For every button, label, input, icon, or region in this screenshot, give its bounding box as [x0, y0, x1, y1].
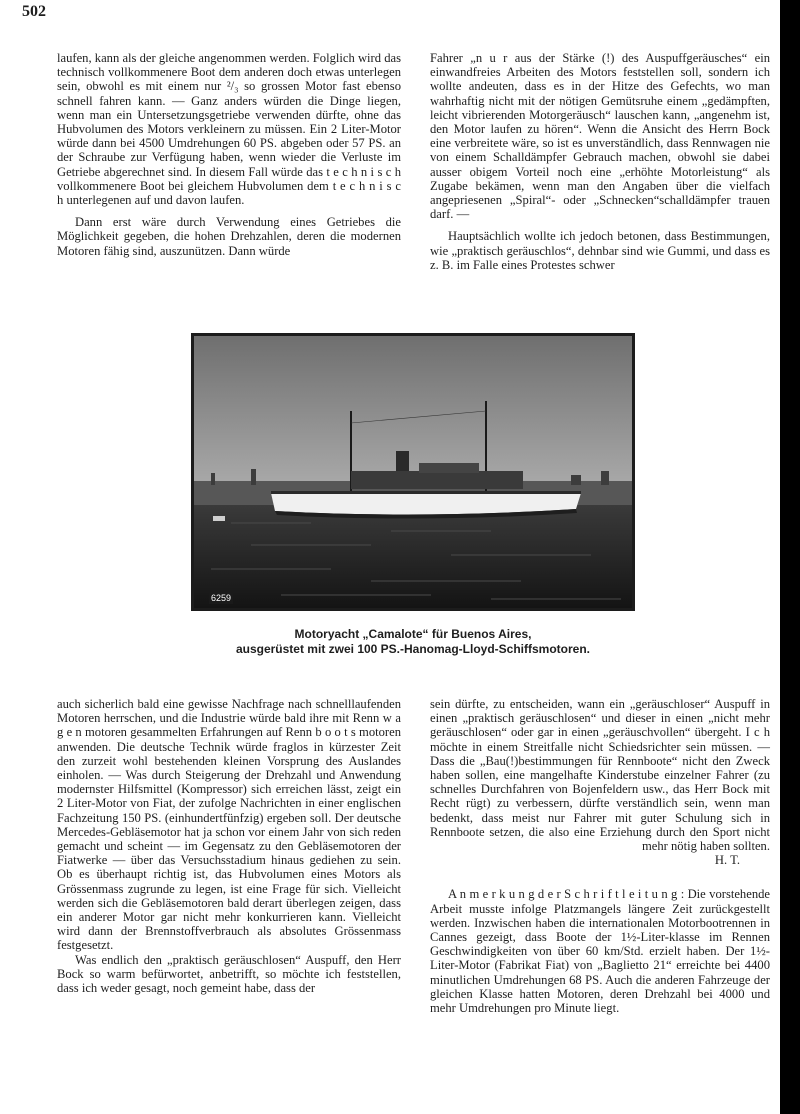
photo-plate-number: 6259 — [211, 593, 232, 603]
paragraph: Dann erst wäre durch Verwendung eines Getriebes die Möglichkeit gegeben, die hohen Drehzahlen, deren die modernen Motoren fähig sind, auszunützen. Dann würde — [57, 215, 401, 258]
paragraph: laufen, kann als der gleiche angenommen werden. Folglich wird das technisch vollkommenere Boot dem anderen doch etwas unterlegen sein, obwohl es mit einem nur ²/₃ so grossen Motor fast ebenso schnell fahren kann. — Ganz anders würden die Dinge liegen, wenn man ein Untersetzungsgetriebe verwenden dürfte, ohne das Hubvolumen des Motors verkleinern zu müssen. Ein 2 Liter-Motor würde dann bei 4500 Umdrehungen 60 PS. abgeben oder 57 PS. an der Schraube zur Verfügung haben, wenn wieder die Verluste im Getriebe abgerechnet sind. In diesem Fall würde das t e c h n i s c h vollkommenere Boot bei gleichem Hubvolumen dem t e c h n i s c h unterlegenen auf und davon laufen. — [57, 51, 401, 208]
column-bottom-right — [430, 697, 770, 1015]
column-bottom-left — [57, 697, 401, 995]
scan-edge-bar — [780, 0, 800, 1114]
paragraph: Was endlich den „praktisch geräuschlosen“ Auspuff, den Herr Bock so warm befürwortet, anbetrifft, so möchte ich feststellen, dass ich weder gesagt, noch gemeint habe, dass der — [57, 952, 401, 996]
column-top-left — [57, 51, 401, 258]
figure-caption-line-2: ausgerüstet mit zwei 100 PS.-Hanomag-Lloyd-Schiffsmotoren. — [235, 642, 591, 656]
paragraph: Fahrer „n u r aus der Stärke (!) des Auspuffgeräusches“ ein einwandfreies Arbeiten des Motors feststellen soll, sondern ich wollte andeuten, dass es in der Hitze des Gefechts, wo man wahrhaftig nicht mit der nötigen Gemütsruhe einem „gedämpften, leicht vibrierenden Motorgeräusch“ lauschen kann, „angenehm ist, den Motor laufen zu hören“. Wenn die Ansicht des Herrn Bock eine verbreitete wäre, so ist es unverständlich, dass Rennwagen nie von einem Schalldämpfer Gebrauch machen, obwohl sie dabei ausser obigem Vorteil noch eine „erhöhte Motorleistung“ als Zugabe bekämen, wenn man den Angaben über die vielfach angepriesenen „Spiral“- oder „Schnecken“schalldämpfer trauen darf. — — [430, 51, 770, 222]
page-number: 502 — [22, 3, 46, 20]
column-top-right — [430, 51, 770, 272]
editorial-note: A n m e r k u n g d e r S c h r i f t l e i t u n g : Die vorstehende Arbeit musste infolge Platzmangels längere Zeit zurückgestellt werden. Inzwischen haben die internationalen Motorbootrennen in Cannes gezeigt, dass Boote der 1½-Liter-klasse im Rennen Geschwindigkeiten von über 60 km/Std. erzielt haben. Der 1½-Liter-Motor (Fabrikat Fiat) von „Baglietto 21“ erreichte bei 4400 minutlichen Umdrehungen 68 PS. Auch die anderen Fahrzeuge der gleichen Klasse hatten Motoren, deren Drehzahl bei 4000 und mehr Umdrehungen pro Minute liegt. — [430, 887, 770, 1016]
figure-caption-line-1: Motoryacht „Camalote“ für Buenos Aires, — [294, 627, 532, 641]
paragraph: sein dürfte, zu entscheiden, wann ein „geräuschloser“ Auspuff in einen „praktisch geräuschlosen“ und dieser in einen „nicht mehr geräuschlosen“ oder gar in einen „geräuschvollen“ übergeht. I c h möchte in einem Streitfalle nicht Schiedsrichter sein müssen. — Dass die „Bau(!)bestimmungen für Rennboote“ nicht den Zweck haben sollen, eine mangelhafte Kinderstube einzelner Fahrer (zu schnelles Durchfahren von Bojenfeldern usw., das Herr Bock mit Recht rügt) zu verbessern, dürfte verständlich sein, wenn man bedenkt, dass meist nur Fahrer mit guter Schulung sich in Rennboote setzen, die also eine Erziehung durch den Sport nicht mehr nötig haben sollten. — [430, 697, 770, 854]
yacht-photograph — [191, 333, 635, 611]
paragraph: Hauptsächlich wollte ich jedoch betonen, dass Bestimmungen, wie „praktisch geräuschlos“, dehnbar sind wie Gummi, und dass es z. B. im Falle eines Protestes schwer — [430, 229, 770, 272]
paragraph: auch sicherlich bald eine gewisse Nachfrage nach schnelllaufenden Motoren herrschen, und die Industrie würde bald ihre mit Renn w a g e n motoren gesammelten Erfahrungen auf Renn b o o t s motoren anwenden. Die deutsche Technik würde fraglos in kürzester Zeit den zurzeit wohl bestehenden kleinen Vorsprung des Auslandes einholen. — Was durch Steigerung der Drehzahl und Anwendung modernster Hilfsmittel (Kompressor) sich erreichen lässt, zeigt ein 2 Liter-Motor von Fiat, der zufolge Nachrichten in einer englischen Fachzeitung 150 PS. (einhundertfünfzig) ergeben soll. Der deutsche Mercedes-Gebläsemotor hat ja schon vor einem Jahr von sich reden gemacht und scheint — im Gegensatz zu den Gebläsemotoren der Fiatwerke — über das Versuchsstadium hinaus gediehen zu sein. Ob es überhaupt richtig ist, das Hubvolumen eines Motors als Grössenmass zugrunde zu legen, ist eine Frage für sich. Vielleicht werden sich die Gebläsemotoren bald derart überlegen zeigen, dass ein anderer Motor gar nicht mehr konkurrieren kann. Vielleicht wird dann der Brennstoffverbrauch als absolutes Grössenmass festgesetzt. — [57, 697, 401, 953]
author-signature: H. T. — [714, 853, 740, 868]
